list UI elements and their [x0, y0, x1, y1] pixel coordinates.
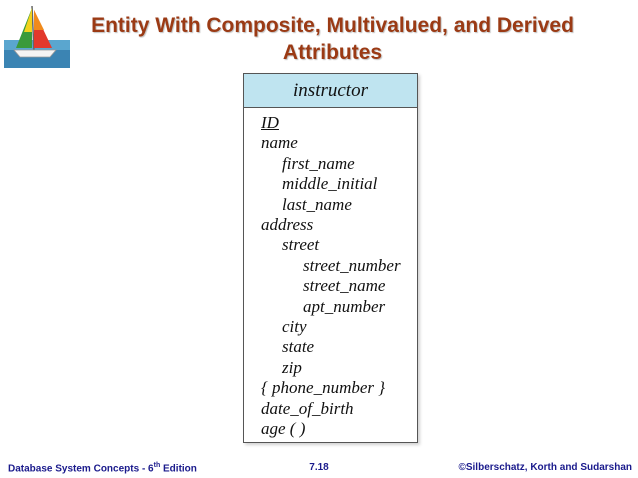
entity-name-header: instructor: [244, 74, 417, 108]
attribute-item: state: [282, 337, 315, 357]
instructor-entity-box: [243, 73, 418, 443]
attribute-item: city: [282, 317, 307, 337]
attribute-item: zip: [282, 357, 302, 377]
attribute-item: date_of_birth: [261, 398, 354, 418]
footer-copyright: ©Silberschatz, Korth and Sudarshan: [458, 462, 632, 473]
footer-slide-number: 7.18: [309, 462, 329, 473]
attribute-item: age ( ): [261, 419, 306, 439]
attribute-item: ID: [261, 113, 279, 132]
attribute-item: apt_number: [303, 296, 386, 316]
attribute-item: address: [261, 215, 314, 235]
attribute-item: first_name: [282, 153, 355, 173]
slide-title: [60, 12, 605, 66]
footer-book-title-main: Database System Concepts - 6: [8, 463, 154, 475]
attribute-item: last_name: [282, 194, 352, 214]
attribute-item: street: [282, 235, 320, 255]
attribute-list: [244, 108, 417, 440]
slide-title-line-1: Entity With Composite, Multivalued, and Derived: [91, 14, 574, 37]
attribute-item: street_number: [303, 255, 401, 275]
attribute-item: { phone_number }: [261, 378, 386, 398]
attribute-item: name: [261, 133, 298, 153]
attribute-item: street_name: [303, 276, 386, 296]
footer-edition-superscript: th: [153, 462, 161, 469]
slide-title-line-2: Attributes: [282, 41, 383, 64]
attribute-item: middle_initial: [282, 174, 378, 194]
footer-edition-label: Edition: [160, 463, 197, 475]
